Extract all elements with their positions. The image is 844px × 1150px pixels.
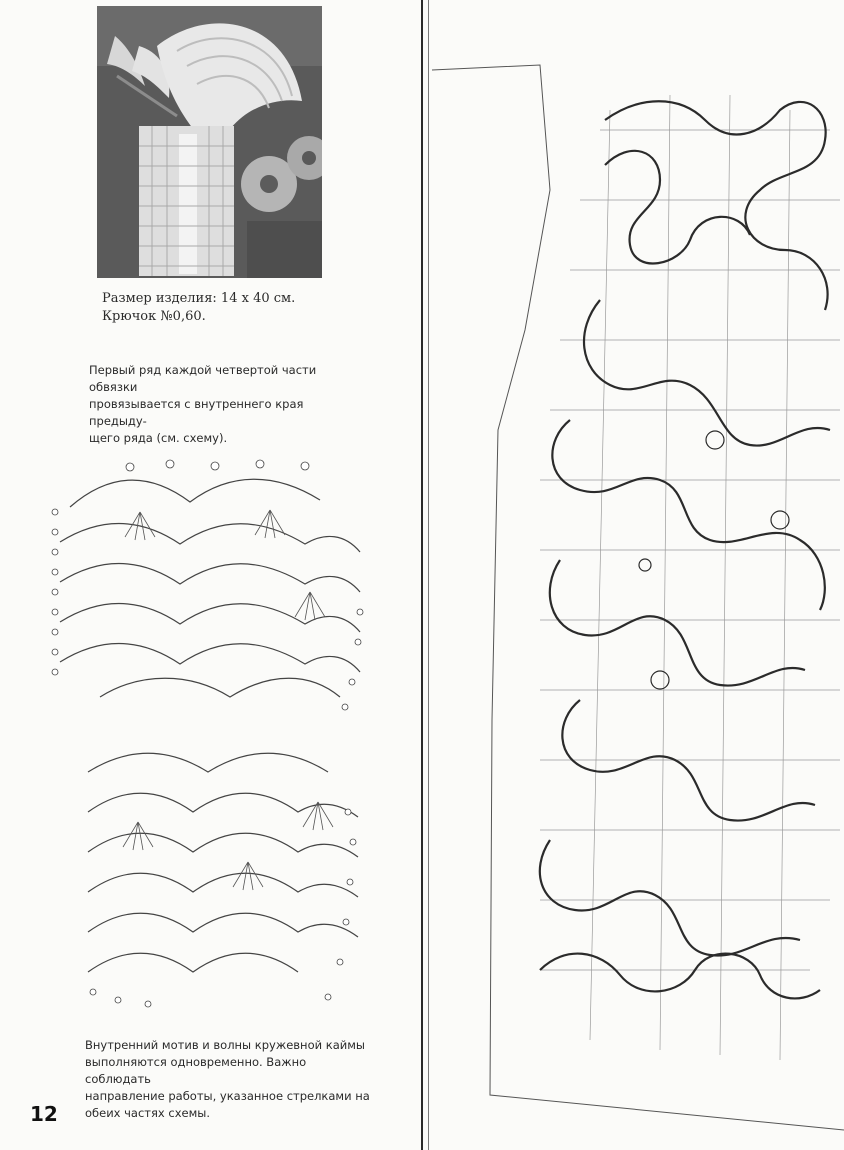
lace-napkin-photo (97, 6, 322, 278)
intro-line: Первый ряд каждой четвертой части обвязки (89, 363, 317, 394)
intro-line: провязывается с внутреннего края предыду- (89, 397, 304, 428)
bottom-line: направление работы, указанное стрелками на (85, 1089, 370, 1103)
crochet-chart-top (40, 452, 375, 722)
intro-line: щего ряда (см. схему). (89, 431, 228, 445)
lace-pattern-template (430, 0, 844, 1150)
hook-line: Крючок №0,60. (102, 309, 206, 324)
page-number: 12 (30, 1102, 58, 1126)
intro-text (89, 362, 349, 447)
crochet-chart-bottom (78, 742, 376, 1012)
bottom-line: Внутренний мотив и волны кружевной каймы (85, 1038, 365, 1052)
photo-caption (102, 290, 362, 326)
size-line: Размер изделия: 14 х 40 см. (102, 291, 296, 306)
bottom-text (85, 1037, 375, 1122)
column-divider (421, 0, 423, 1150)
bottom-line: выполняются одновременно. Важно соблюдать (85, 1055, 307, 1086)
column-divider-thin (428, 0, 429, 1150)
bottom-line: обеих частях схемы. (85, 1106, 210, 1120)
